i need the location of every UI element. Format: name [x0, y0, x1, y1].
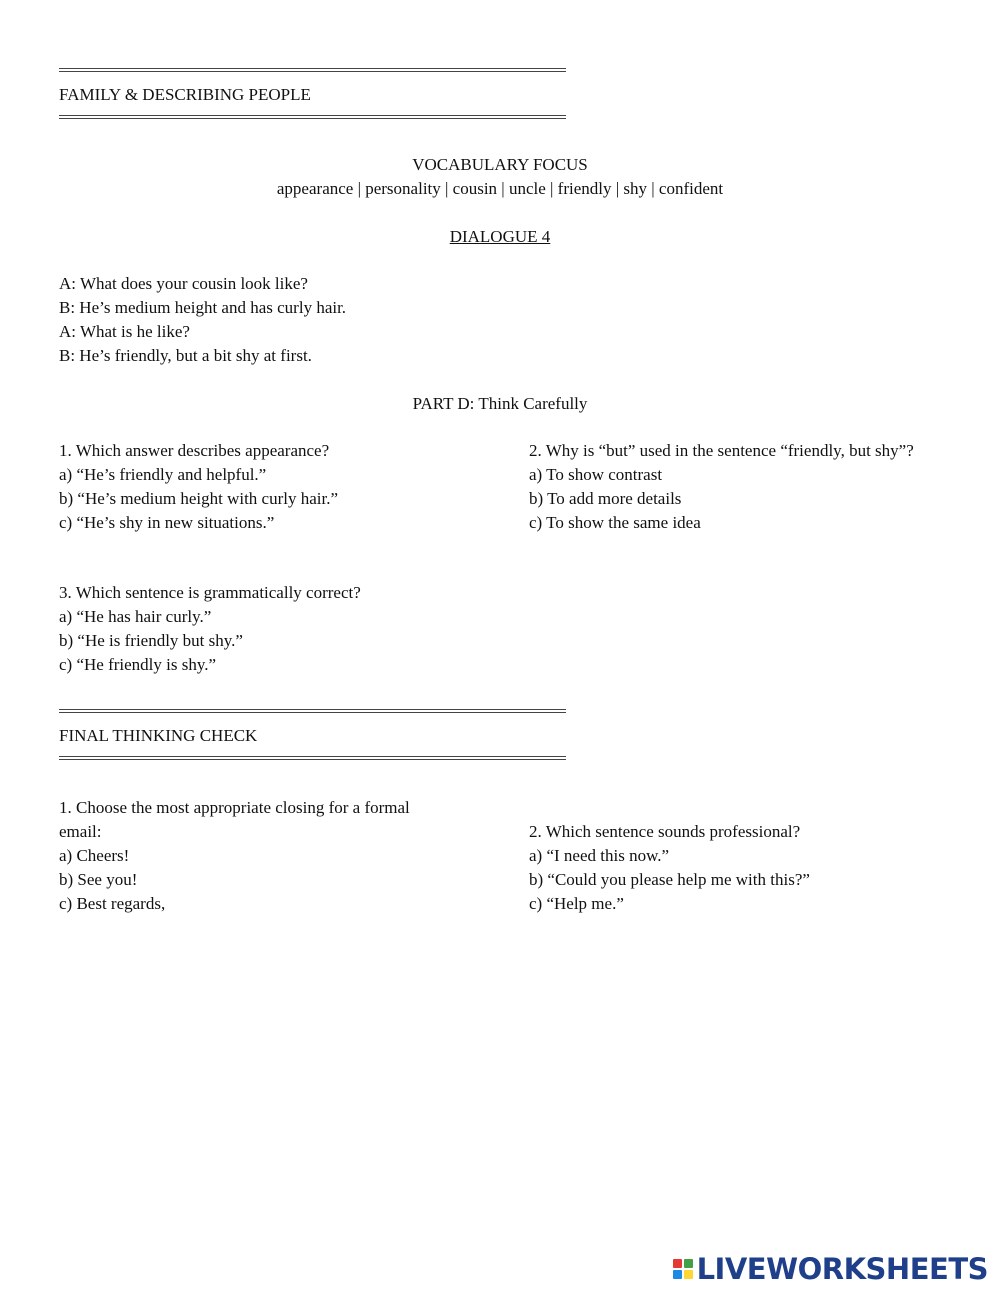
dialogue-heading: DIALOGUE 4 — [449, 227, 551, 246]
logo-square — [684, 1270, 693, 1279]
section-title-final-check: FINAL THINKING CHECK — [59, 726, 258, 745]
part-d-heading: PART D: Think Carefully — [412, 394, 588, 413]
dialogue-line: A: What does your cousin look like? — [59, 274, 308, 293]
dialogue-line: A: What is he like? — [59, 322, 190, 341]
question-text: 1. Which answer describes appearance? — [59, 441, 330, 460]
dialogue-line: B: He’s friendly, but a bit shy at first. — [59, 346, 312, 365]
divider-top-2 — [59, 709, 566, 710]
dialogue-line: B: He’s medium height and has curly hair. — [59, 298, 347, 317]
logo-square — [673, 1259, 682, 1268]
question-text: 2. Which sentence sounds professional? — [529, 822, 801, 841]
liveworksheets-logo — [673, 1252, 988, 1286]
answer-option[interactable]: a) Cheers! — [59, 846, 130, 865]
logo-square — [673, 1270, 682, 1279]
answer-option[interactable]: a) “I need this now.” — [529, 846, 670, 865]
answer-option[interactable]: c) Best regards, — [59, 894, 166, 913]
answer-option[interactable]: b) “He is friendly but shy.” — [59, 631, 243, 650]
question-text-continued: email: — [59, 822, 102, 841]
question-text: 3. Which sentence is grammatically correct? — [59, 583, 361, 602]
section-title-family: FAMILY & DESCRIBING PEOPLE — [59, 85, 311, 104]
divider-top-1 — [59, 68, 566, 69]
answer-option[interactable]: c) “He’s shy in new situations.” — [59, 513, 275, 532]
vocabulary-heading: VOCABULARY FOCUS — [412, 155, 588, 174]
divider-bottom-1 — [59, 115, 566, 116]
logo-text: LIVEWORKSHEETS — [696, 1252, 988, 1286]
answer-option[interactable]: c) “Help me.” — [529, 894, 624, 913]
answer-option[interactable]: a) To show contrast — [529, 465, 663, 484]
answer-option[interactable]: c) “He friendly is shy.” — [59, 655, 217, 674]
divider-bottom-2 — [59, 756, 566, 757]
answer-option[interactable]: a) “He’s friendly and helpful.” — [59, 465, 267, 484]
answer-option[interactable]: b) “He’s medium height with curly hair.” — [59, 489, 339, 508]
vocabulary-words: appearance | personality | cousin | uncle | friendly | shy | confident — [276, 179, 724, 198]
answer-option[interactable]: b) “Could you please help me with this?” — [529, 870, 810, 889]
answer-option[interactable]: a) “He has hair curly.” — [59, 607, 212, 626]
answer-option[interactable]: b) To add more details — [529, 489, 682, 508]
question-text: 2. Why is “but” used in the sentence “friendly, but shy”? — [529, 441, 914, 460]
logo-square — [684, 1259, 693, 1268]
question-text: 1. Choose the most appropriate closing for a formal — [59, 798, 410, 817]
logo-mark-icon — [673, 1259, 693, 1279]
answer-option[interactable]: c) To show the same idea — [529, 513, 701, 532]
answer-option[interactable]: b) See you! — [59, 870, 138, 889]
